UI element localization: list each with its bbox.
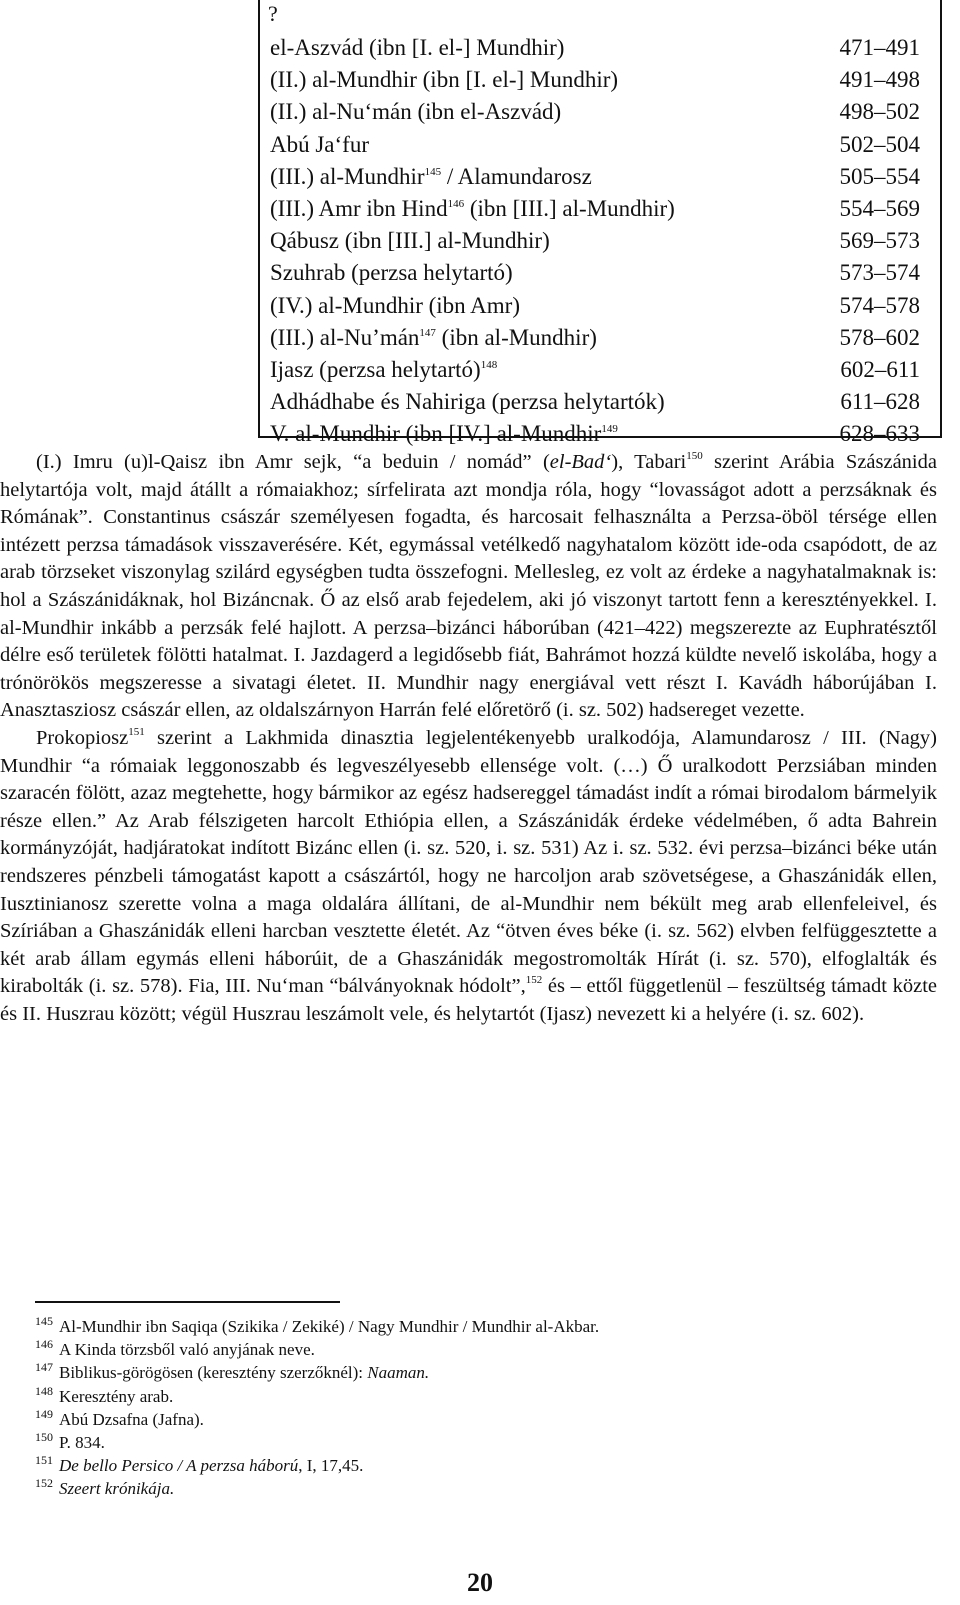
ruler-name bbox=[270, 96, 561, 128]
ruler-row bbox=[270, 129, 920, 161]
footnote bbox=[35, 1477, 915, 1500]
ruler-name bbox=[270, 64, 618, 96]
paragraph-1 bbox=[0, 449, 937, 725]
footnote bbox=[35, 1454, 915, 1477]
ruler-years: 502–504 bbox=[839, 131, 920, 157]
ruler-years: 574–578 bbox=[839, 292, 920, 318]
ruler-years: 554–569 bbox=[839, 196, 920, 221]
footnote-ref-150: 150 bbox=[686, 450, 703, 462]
footnote bbox=[35, 1408, 915, 1431]
ruler-years: 569–573 bbox=[839, 228, 920, 254]
ruler-name bbox=[270, 129, 369, 161]
ruler-name-text: Szuhrab (perzsa helytartó) bbox=[270, 260, 513, 286]
footnote-italic: Naaman. bbox=[367, 1363, 430, 1383]
footnote-number: 146 bbox=[35, 1337, 53, 1352]
ruler-name-text: el-Aszvád (ibn [I. el-] Mundhir) bbox=[270, 35, 565, 60]
ruler-name-text: (III.) al-Nu’mán bbox=[270, 324, 420, 350]
ruler-years: 611–628 bbox=[840, 389, 920, 415]
footnote bbox=[35, 1361, 915, 1384]
p1-text-a: (I.) Imru (u)l-Qaisz ibn Amr sejk, “a beduin / nomád” ( bbox=[36, 451, 550, 473]
footnote-italic: De bello Persico / A perzsa háború bbox=[59, 1456, 299, 1476]
ruler-years: 471–491 bbox=[839, 35, 920, 60]
ruler-name bbox=[270, 193, 675, 225]
ruler-name-tail: (ibn [III.] al-Mundhir) bbox=[464, 196, 675, 221]
p1-italic: el-Bad‘ bbox=[549, 451, 612, 473]
ruler-row bbox=[270, 257, 920, 289]
p1-text-b: ), Tabari bbox=[611, 451, 687, 473]
ruler-name-text: (II.) al-Mundhir (ibn [I. el-] Mundhir) bbox=[270, 67, 619, 93]
ruler-name-text: V. al-Mundhir (ibn [IV.] al-Mundhir bbox=[270, 421, 602, 447]
ruler-years: 628–633 bbox=[839, 421, 920, 447]
question-mark: ? bbox=[268, 1, 278, 26]
ruler-name-text: (III.) Amr ibn Hind bbox=[270, 196, 448, 221]
footnote-number: 152 bbox=[35, 1476, 53, 1491]
footnote bbox=[35, 1385, 915, 1408]
ruler-name-text: (II.) al-Nu‘mán (ibn el-Aszvád) bbox=[270, 99, 562, 125]
footnote-text: Keresztény arab. bbox=[59, 1386, 174, 1406]
footnotes bbox=[35, 1315, 915, 1501]
ruler-name bbox=[270, 354, 497, 386]
page-number: 20 bbox=[467, 1568, 493, 1597]
footnote bbox=[35, 1315, 915, 1338]
p2-text-c: és – ettől függetlenül – feszültség támadt közte és II. Huszrau között; végül Huszrau leszámolt vele, és helytartót (Ijasz) nevezett ki a helyére (i. sz. 602). bbox=[0, 975, 937, 1025]
ruler-name bbox=[270, 225, 550, 257]
ruler-name-tail: / Alamundarosz bbox=[441, 163, 592, 189]
p2-text-a: Prokopiosz bbox=[36, 726, 129, 749]
footnote bbox=[35, 1338, 915, 1361]
paragraph-2 bbox=[0, 725, 937, 1029]
footnote-text: A Kinda törzsből való anyjának neve. bbox=[59, 1340, 315, 1360]
ruler-name bbox=[270, 290, 520, 322]
ruler-years: 505–554 bbox=[839, 163, 920, 189]
footnote bbox=[35, 1431, 915, 1454]
ruler-years: 491–498 bbox=[839, 67, 920, 93]
footnote-ref: 146 bbox=[447, 198, 465, 210]
ruler-name-text: (III.) al-Mundhir bbox=[270, 163, 425, 189]
footnote-number: 151 bbox=[35, 1453, 53, 1468]
body-text bbox=[0, 449, 937, 1028]
ruler-years: 602–611 bbox=[840, 357, 920, 382]
footnote-ref: 147 bbox=[419, 326, 436, 339]
footnote-number: 145 bbox=[35, 1314, 53, 1328]
footnote-divider bbox=[35, 1301, 340, 1303]
ruler-name bbox=[270, 322, 597, 354]
footnote-ref: 145 bbox=[424, 165, 442, 178]
p1-text-c: szerint Arábia Szászánida helytartója volt, majd átállt a rómaiakhoz; sírfelirata azt mondja róla, hogy “lovasságot adott a perzsáknak és Rómának”. Constantinus császár személyesen fogadta, és harcosait felhasználta a Perzsa-öböl térsége ellen intézett perzsa támadások visszaverésére. Két, egymással vetélkedő nagyhatalom között ide-oda csapódott, de az arab törzseket viszonylag szilárd egységben tudta összefogni. Mellesleg, ez volt az érdeke a nagyhatalmaknak is: hol a Szászánidáknak, hol Bizáncnak. Ő az első arab fejedelem, aki jó viszonyt tartott fenn a keresztényekkel. I. al-Mundhir inkább a perzsák felé hajlott. A perzsa–bizánci háborúban (421–422) megszerezte az Euphratésztől délre eső területek fölötti hatalmat. I. Jazdagerd a legidősebb fiát, Bahrámot hozzá küldte nevelő iskolába, hogy a trónörökös megszeresse a sivatagi életet. II. Mundhir nagy energiával vett részt I. Kavádh háborújában I. Anasztasziosz császár ellen, az oldalszárnyon Harrán felé előretörő (i. sz. 502) hadsereget vezette. bbox=[0, 451, 937, 722]
ruler-row bbox=[270, 290, 920, 322]
ruler-name bbox=[270, 386, 665, 418]
footnote-text: Biblikus-görögösen (keresztény szerzőknél): bbox=[59, 1363, 368, 1383]
ruler-row bbox=[270, 32, 920, 64]
rulers-table bbox=[258, 0, 942, 447]
footnote-number: 148 bbox=[35, 1383, 53, 1398]
ruler-name bbox=[270, 257, 513, 289]
footnote-italic: Szeert krónikája. bbox=[59, 1479, 175, 1499]
footnote-text: P. 834. bbox=[59, 1433, 105, 1453]
ruler-name bbox=[270, 418, 618, 450]
footnote-ref-152: 152 bbox=[525, 974, 543, 987]
footnote-ref: 148 bbox=[480, 359, 498, 371]
ruler-row bbox=[270, 418, 920, 450]
footnote-number: 147 bbox=[35, 1360, 53, 1375]
ruler-row bbox=[270, 322, 920, 354]
footnote-number: 149 bbox=[35, 1406, 53, 1421]
footnote-text: Abú Dzsafna (Jafna). bbox=[59, 1409, 204, 1429]
ruler-row bbox=[270, 161, 920, 193]
p2-text-b: szerint a Lakhmida dinasztia legjelentékenyebb uralkodója, Alamundarosz / III. (Nagy) Mundhir “a rómaiak leggonoszabb és legveszélyesebb ellensége volt. (…) Ő uralkodott Perzsiában minden szaracén fölött, azaz megtehette, hogy bármikor az egész hadsereggel támadást indít a római birodalom bármelyik része ellen.” Az Arab félszigeten harcolt Ethiópia ellen, a Szászánidák érdeke védelmében, ő adta Bahrein kormányzóját, hadjáratokat indított Bizánc ellen (i. sz. 520, i. sz. 531) Az i. sz. 532. évi perzsa–bizánci béke után rendszeres pénzbeli támogatást kapott a császártól, hogy ne harcoljon arab szövetségese, a Ghaszánidák ellen, Iusztinianosz szerette volna a maga oldalára állítani, de al-Mundhir nem békült meg arab ellenfeleivel, és Szíriában a Ghaszánidák elleni harcban vesztette életét. Az “ötven éves béke (i. sz. 562) elvben felfüggesztette a két arab állam egymás elleni háborúit, de a Ghaszánidák megostromolták Hírát (i. sz. 570), elfoglalták és kirabolták (i. sz. 578). Fia, III. Nu‘man “bálványoknak hódolt”, bbox=[0, 726, 937, 998]
ruler-name-text: Ijasz (perzsa helytartó) bbox=[270, 357, 481, 382]
ruler-row bbox=[270, 193, 920, 225]
ruler-name-tail: (ibn al-Mundhir) bbox=[435, 324, 597, 350]
footnote-ref-151: 151 bbox=[128, 725, 145, 738]
footnote-number: 150 bbox=[35, 1430, 53, 1445]
ruler-years: 573–574 bbox=[839, 260, 920, 286]
ruler-name-text: (IV.) al-Mundhir (ibn Amr) bbox=[270, 292, 520, 318]
ruler-name bbox=[270, 161, 592, 193]
ruler-row bbox=[270, 386, 920, 418]
footnote-ref: 149 bbox=[601, 423, 618, 436]
ruler-name-text: Qábusz (ibn [III.] al-Mundhir) bbox=[270, 228, 550, 254]
ruler-row bbox=[270, 354, 920, 386]
footnote-tail: , I, 17,45. bbox=[298, 1456, 364, 1476]
ruler-row bbox=[270, 64, 920, 96]
ruler-name-text: Abú Ja‘fur bbox=[270, 131, 369, 157]
footnote-text: Al-Mundhir ibn Saqiqa (Szikika / Zekiké) / Nagy Mundhir / Mundhir al-Akbar. bbox=[59, 1317, 600, 1336]
ruler-name-text: Adhádhabe és Nahiriga (perzsa helytartók) bbox=[270, 389, 665, 415]
ruler-row bbox=[270, 96, 920, 128]
ruler-years: 498–502 bbox=[839, 99, 920, 125]
ruler-name bbox=[270, 32, 564, 64]
ruler-years: 578–602 bbox=[839, 324, 920, 350]
ruler-row bbox=[270, 225, 920, 257]
